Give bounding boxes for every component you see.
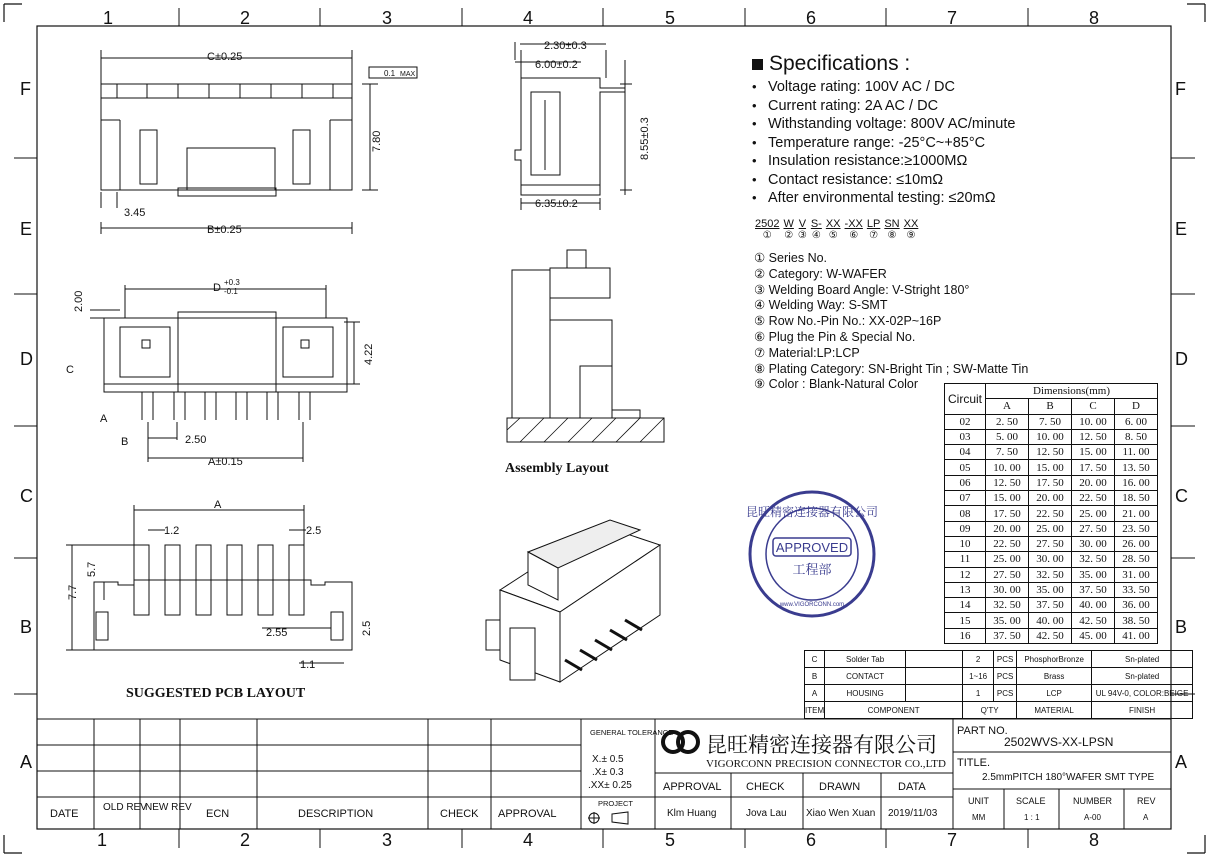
dim-cell: 33. 50 (1115, 582, 1158, 597)
circuit-cell: 16 (945, 628, 986, 643)
bom-cell: PCS (994, 668, 1017, 685)
col-label: 6 (806, 8, 817, 28)
dim-cell: 40. 00 (1029, 613, 1072, 628)
sign-date: 2019/11/03 (888, 808, 938, 819)
dim-cell: 17. 50 (986, 506, 1029, 521)
dim-cell: 28. 50 (1115, 552, 1158, 567)
dim-cell: 10. 00 (1029, 429, 1072, 444)
table-row (945, 567, 1158, 582)
pcb-dims (67, 499, 373, 671)
bom-cell: Brass (1017, 668, 1092, 685)
dim-b: B±0.25 (207, 224, 242, 236)
rev-col-new: NEW REV (145, 802, 192, 813)
dim-cell: 8. 50 (1115, 429, 1158, 444)
column-labels-bottom (97, 830, 1099, 850)
code-part: -XX ⑥ (844, 218, 863, 241)
table-row (945, 414, 1158, 429)
table-row (945, 445, 1158, 460)
row-label: A (20, 752, 33, 772)
col-label: 4 (523, 8, 534, 28)
table-row (945, 521, 1158, 536)
row-label: B (20, 617, 33, 637)
code-description (754, 251, 1028, 393)
dim-cell: 22. 50 (986, 536, 1029, 551)
dim-height: 7.80 (371, 130, 383, 152)
company-cn: 昆旺精密连接器有限公司 (706, 733, 937, 757)
pcb-dim-pitch: 2.5 (306, 525, 322, 537)
dim-cell: 30. 00 (1029, 552, 1072, 567)
code-desc-line: ⑨ Color : Blank-Natural Color (754, 377, 919, 392)
part-no-label: PART NO. (957, 725, 1008, 737)
dim-cell: 37. 50 (986, 628, 1029, 643)
rev-col-ecn: ECN (206, 808, 230, 820)
table-row (945, 628, 1158, 643)
sign-drawn: Xiao Wen Xuan (806, 808, 876, 819)
bom-cell: Sn-plated (1092, 651, 1193, 668)
code-part: SN ⑧ (884, 218, 900, 241)
dim-cell: 10. 00 (986, 460, 1029, 475)
rev-col-desc: DESCRIPTION (298, 808, 374, 820)
dim-cell: 7. 50 (986, 445, 1029, 460)
meta-head-rev: REV (1137, 796, 1156, 806)
dim-cell: 37. 50 (1029, 598, 1072, 613)
tol-line: .X± 0.3 (592, 767, 624, 778)
dim-cell: 5. 00 (986, 429, 1029, 444)
spec-item: • Current rating: 2A AC / DC (752, 97, 1192, 116)
bom-cell: 2 (963, 651, 994, 668)
pcb-dim-p2: 2.5 (361, 620, 373, 636)
label-a: A (100, 413, 108, 425)
dim-cell: 32. 50 (986, 598, 1029, 613)
dim-cell: 13. 50 (1115, 460, 1158, 475)
label-c: C (66, 364, 74, 376)
circuit-cell: 13 (945, 582, 986, 597)
table-row (945, 582, 1158, 597)
row-label: F (20, 79, 31, 99)
flatness-value: 0.1 (384, 69, 396, 78)
col-label: 7 (947, 8, 958, 28)
spec-heading (752, 52, 1192, 76)
dim-cell: 17. 50 (1029, 475, 1072, 490)
dimensions-table (944, 383, 1158, 644)
row-label: E (1175, 219, 1188, 239)
dim-cell: 21. 00 (1115, 506, 1158, 521)
dim-cell: 35. 00 (1072, 567, 1115, 582)
code-part: 2502 ① (755, 218, 780, 241)
pcb-dim-h2: 7.7 (67, 584, 79, 600)
rev-col-check: CHECK (440, 808, 479, 820)
code-part: S- ④ (810, 218, 822, 241)
dim-height: 8.55±0.3 (639, 117, 651, 160)
pcb-title: SUGGESTED PCB LAYOUT (126, 686, 306, 701)
top-view-dims (66, 278, 375, 468)
code-part: XX ⑤ (825, 218, 841, 241)
code-desc-line: ③ Welding Board Angle: V-Stright 180° (754, 282, 970, 297)
dim-cell: 26. 00 (1115, 536, 1158, 551)
dim-cell: 32. 50 (1072, 552, 1115, 567)
dim-cell: 30. 00 (986, 582, 1029, 597)
dim-cell: 16. 00 (1115, 475, 1158, 490)
table-row (945, 552, 1158, 567)
bom-cell: LCP (1017, 685, 1092, 702)
row-label: C (1175, 486, 1188, 506)
dim-cell: 25. 00 (1029, 521, 1072, 536)
dim-col-header: D (1115, 399, 1158, 414)
dim-d-tol-down: -0.1 (224, 287, 238, 296)
dim-cell: 30. 00 (1072, 536, 1115, 551)
part-block (957, 725, 1156, 822)
meta-rev: A (1143, 813, 1149, 822)
circuit-cell: 09 (945, 521, 986, 536)
code-desc-line: ② Category: W-WAFER (754, 266, 887, 281)
dim-cell: 27. 50 (1029, 536, 1072, 551)
code-desc-line: ④ Welding Way: S-SMT (754, 298, 888, 313)
row-label: B (1175, 617, 1188, 637)
table-row (945, 475, 1158, 490)
dim-col-header: A (986, 399, 1029, 414)
assembly-view (507, 250, 664, 442)
spec-item: • Voltage rating: 100V AC / DC (752, 78, 1192, 97)
dim-cell: 35. 00 (986, 613, 1029, 628)
code-desc-line: ① Series No. (754, 251, 828, 265)
projection-label: PROJECT (598, 799, 634, 808)
dim-a: A±0.15 (208, 456, 243, 468)
bom-cell: A (805, 685, 825, 702)
table-row (805, 685, 1193, 702)
dim-col-header: B (1029, 399, 1072, 414)
bom-cell (906, 668, 963, 685)
table-row (945, 491, 1158, 506)
col-label: 7 (947, 830, 958, 850)
rev-col-date: DATE (50, 808, 79, 820)
dim-d-tol-up: +0.3 (224, 278, 240, 287)
dim-cell: 18. 50 (1115, 491, 1158, 506)
col-label: 3 (382, 8, 393, 28)
dim-bottom: 6.35±0.2 (535, 198, 578, 210)
col-label: 5 (665, 830, 676, 850)
sign-check: Jova Lau (746, 808, 787, 819)
tolerance-block (588, 728, 673, 824)
dim-cell: 27. 50 (1072, 521, 1115, 536)
stamp-ring: 昆旺精密连接器有限公司 (745, 505, 879, 519)
dim-right: 4.22 (363, 343, 375, 365)
stamp-sub: 工程部 (792, 563, 832, 578)
bom-cell: 1 (963, 685, 994, 702)
bom-table (804, 650, 1193, 719)
dim-top: 2.30±0.3 (544, 40, 587, 52)
tol-line: .XX± 0.25 (588, 780, 632, 791)
dim-cell: 6. 00 (1115, 414, 1158, 429)
bom-cell: PhosphorBronze (1017, 651, 1092, 668)
bom-cell: PCS (994, 651, 1017, 668)
col-label: 8 (1089, 830, 1100, 850)
pcb-dim-w: 1.2 (164, 525, 180, 537)
rev-col-approval: APPROVAL (498, 808, 557, 820)
sign-head: APPROVAL (663, 781, 722, 793)
pcb-dim-p3: 1.1 (300, 659, 316, 671)
dim-cell: 23. 50 (1115, 521, 1158, 536)
sign-head: DATA (898, 781, 926, 793)
table-row (805, 651, 1193, 668)
col-label: 5 (665, 8, 676, 28)
dim-cell: 2. 50 (986, 414, 1029, 429)
dim-cell: 31. 00 (1115, 567, 1158, 582)
bom-cell: B (805, 668, 825, 685)
bom-cell (906, 685, 963, 702)
col-label: 2 (240, 830, 251, 850)
iso-view (486, 520, 660, 682)
dim-cell: 22. 50 (1029, 506, 1072, 521)
pcb-dim-a: A (214, 499, 222, 511)
dim-cell: 15. 00 (1072, 445, 1115, 460)
dim-cell: 42. 50 (1029, 628, 1072, 643)
label-b: B (121, 436, 129, 448)
dim-cell: 20. 00 (1029, 491, 1072, 506)
circuit-cell: 02 (945, 414, 986, 429)
bom-cell: HOUSING (825, 685, 906, 702)
drawing-title: 2.5mmPITCH 180°WAFER SMT TYPE (982, 772, 1155, 783)
table-row (945, 460, 1158, 475)
bom-cell: CONTACT (825, 668, 906, 685)
circuit-cell: 06 (945, 475, 986, 490)
dim-cell: 22. 50 (1072, 491, 1115, 506)
rev-col-old: OLD REV (103, 802, 147, 813)
code-desc-line: ⑦ Material:LP:LCP (754, 345, 860, 360)
dim-cell: 40. 00 (1072, 598, 1115, 613)
spec-item: • Contact resistance: ≤10mΩ (752, 171, 1192, 190)
spec-heading-text: Specifications : (769, 52, 911, 75)
company-en: VIGORCONN PRECISION CONNECTOR CO.,LTD (706, 758, 946, 770)
bom-cell: Solder Tab (825, 651, 906, 668)
bom-header-cell: MATERIAL (1017, 702, 1092, 719)
code-part: LP ⑦ (866, 218, 881, 241)
row-label: D (1175, 349, 1188, 369)
general-tolerance: GENERAL TOLERANCE (590, 728, 674, 737)
code-desc-line: ⑤ Row No.-Pin No.: XX-02P~16P (754, 314, 942, 329)
meta-number: A-00 (1084, 813, 1101, 822)
bom-header-cell: ITEM (805, 702, 825, 719)
row-label: C (20, 486, 33, 506)
dim-cell: 12. 50 (1072, 429, 1115, 444)
meta-scale: 1 : 1 (1024, 813, 1040, 822)
meta-head-scale: SCALE (1016, 796, 1046, 806)
circuit-cell: 04 (945, 445, 986, 460)
code-part: V ③ (797, 218, 807, 241)
approved-stamp (746, 492, 878, 616)
pcb-dim-p1: 2.55 (266, 627, 288, 639)
part-no: 2502WVS-XX-LPSN (1004, 735, 1114, 749)
dim-cell: 32. 50 (1029, 567, 1072, 582)
spec-item: • Temperature range: -25°C~+85°C (752, 134, 1192, 153)
part-code (755, 218, 922, 241)
table-row (945, 429, 1158, 444)
row-label: E (20, 219, 33, 239)
circuit-cell: 03 (945, 429, 986, 444)
bom-header-cell: COMPONENT (825, 702, 963, 719)
code-part: XX ⑨ (903, 218, 919, 241)
dim-cell: 10. 00 (1072, 414, 1115, 429)
square-bullet-icon (752, 59, 763, 70)
dim-d: D (213, 282, 221, 294)
circuit-cell: 07 (945, 491, 986, 506)
circuit-cell: 10 (945, 536, 986, 551)
bom-cell: Sn-plated (1092, 668, 1193, 685)
table-row (945, 613, 1158, 628)
table-row (945, 598, 1158, 613)
row-label: A (1175, 752, 1188, 772)
circuit-cell: 11 (945, 552, 986, 567)
dim-cell: 45. 00 (1072, 628, 1115, 643)
dim-cell: 20. 00 (1072, 475, 1115, 490)
dim-cell: 17. 50 (1072, 460, 1115, 475)
dim-cell: 42. 50 (1072, 613, 1115, 628)
assembly-title: Assembly Layout (505, 461, 609, 476)
bom-cell (906, 651, 963, 668)
tol-line: X.± 0.5 (592, 754, 624, 765)
rev-headers (50, 802, 557, 820)
dim-col-header: C (1072, 399, 1115, 414)
dim-cell: 12. 50 (986, 475, 1029, 490)
dim-cell: 37. 50 (1072, 582, 1115, 597)
dim-cell: 12. 50 (1029, 445, 1072, 460)
table-row (945, 536, 1158, 551)
bom-cell: 1~16 (963, 668, 994, 685)
bom-cell: UL 94V-0, COLOR:BEIGE (1092, 685, 1193, 702)
sign-head: DRAWN (819, 781, 861, 793)
col-label: 4 (523, 830, 534, 850)
dim-cell: 15. 00 (1029, 460, 1072, 475)
dim-left: 2.00 (73, 290, 85, 312)
front-view-dims (124, 51, 417, 236)
company-logo (663, 732, 698, 752)
code-desc-line: ⑥ Plug the Pin & Special No. (754, 329, 916, 344)
col-label: 2 (240, 8, 251, 28)
dim-cell: 15. 00 (986, 491, 1029, 506)
col-label: 3 (382, 830, 393, 850)
circuit-cell: 12 (945, 567, 986, 582)
bom-header-cell: FINISH (1092, 702, 1193, 719)
dim-cell: 20. 00 (986, 521, 1029, 536)
spec-item: • Insulation resistance:≥1000MΩ (752, 152, 1192, 171)
dim-cell: 35. 00 (1029, 582, 1072, 597)
dimensions-header: Dimensions(mm) (986, 384, 1158, 399)
dim-upper: 6.00±0.2 (535, 59, 578, 71)
bom-header-cell: Q'TY (963, 702, 1017, 719)
table-row (805, 668, 1193, 685)
top-view (90, 285, 360, 462)
meta-head-number: NUMBER (1073, 796, 1113, 806)
specifications (752, 52, 1192, 208)
dim-cell: 27. 50 (986, 567, 1029, 582)
dim-cell: 25. 00 (1072, 506, 1115, 521)
dim-side: 3.45 (124, 207, 146, 219)
dim-cell: 25. 00 (986, 552, 1029, 567)
circuit-cell: 14 (945, 598, 986, 613)
table-row (945, 506, 1158, 521)
dim-c: C±0.25 (207, 51, 243, 63)
bom-cell: PCS (994, 685, 1017, 702)
stamp-web: www.VIGORCONN.com (779, 602, 845, 608)
circuit-cell: 15 (945, 613, 986, 628)
col-label: 1 (103, 8, 114, 28)
spec-item: • Withstanding voltage: 800V AC/minute (752, 115, 1192, 134)
dim-cell: 36. 00 (1115, 598, 1158, 613)
circuit-header: Circuit (945, 384, 986, 415)
column-labels-top (103, 8, 1099, 28)
dim-cell: 38. 50 (1115, 613, 1158, 628)
spec-list (752, 78, 1192, 208)
row-label: D (20, 349, 33, 369)
col-label: 1 (97, 830, 108, 850)
bom-cell: C (805, 651, 825, 668)
dim-pitch: 2.50 (185, 434, 207, 446)
flatness-max: MAX (400, 71, 416, 78)
dim-cell: 11. 00 (1115, 445, 1158, 460)
sign-block (663, 781, 938, 819)
circuit-cell: 08 (945, 506, 986, 521)
col-label: 8 (1089, 8, 1100, 28)
code-desc-line: ⑧ Plating Category: SN-Bright Tin ; SW-Matte Tin (754, 361, 1029, 376)
bom-header-row (805, 702, 1193, 719)
row-label: F (1175, 79, 1186, 99)
title-label: TITLE. (957, 757, 991, 769)
sign-head: CHECK (746, 781, 785, 793)
dim-cell: 41. 00 (1115, 628, 1158, 643)
meta-unit: MM (972, 813, 986, 822)
pcb-dim-h1: 5.7 (86, 561, 98, 577)
spec-item: • After environmental testing: ≤20mΩ (752, 189, 1192, 208)
stamp-text: APPROVED (775, 540, 849, 555)
code-part: W ② (783, 218, 794, 241)
dim-cell: 7. 50 (1029, 414, 1072, 429)
circuit-cell: 05 (945, 460, 986, 475)
sign-approval: Klm Huang (667, 808, 717, 819)
col-label: 6 (806, 830, 817, 850)
meta-head-unit: UNIT (968, 796, 989, 806)
